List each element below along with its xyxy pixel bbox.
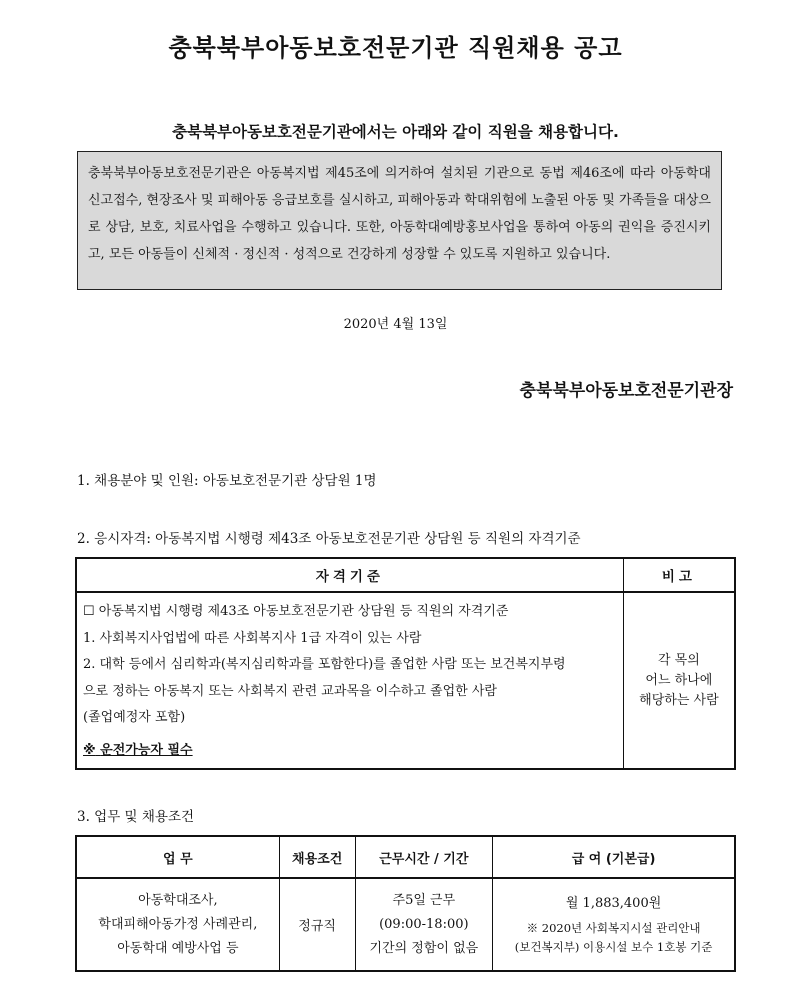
qualification-line: 으로 정하는 아동복지 또는 사회복지 관련 교과목을 이수하고 졸업한 사람 (83, 683, 497, 699)
driving-notice (83, 738, 617, 765)
remark-line: 각 목의 (657, 652, 700, 668)
qualification-line: 1. 사회복지사업법에 따른 사회복지사 1급 자격이 있는 사람 (83, 630, 422, 646)
hours-header: 근무시간 / 기간 (355, 836, 493, 878)
salary-note: (보건복지부) 이용시설 보수 1호봉 기준 (514, 940, 713, 954)
duties-cell (76, 878, 279, 971)
section-qualification: 2. 응시자격: 아동복지법 시행령 제43조 아동보호전문기관 상담원 등 직원의 자격기준 (77, 531, 581, 547)
job-conditions-table (75, 835, 736, 972)
qualification-line: (졸업예정자 포함) (83, 710, 186, 725)
duty-line: 아동학대조사, (138, 892, 218, 908)
salary-header: 급 여 (기본급) (493, 836, 735, 878)
remark-cell (623, 592, 735, 769)
salary-cell (493, 878, 735, 971)
employment-header: 채용조건 (279, 836, 355, 878)
salary-note: ※ 2020년 사회복지시설 관리안내 (526, 921, 701, 935)
notice-mark: ※ (83, 742, 96, 758)
qualification-line: 2. 대학 등에서 심리학과(복지심리학과를 포함한다)를 졸업한 사람 또는 보건복지부령 (83, 657, 566, 672)
hours-line: (09:00-18:00) (379, 916, 469, 932)
section-duties: 3. 업무 및 채용조건 (77, 809, 195, 825)
qualification-table (75, 557, 736, 770)
notice-date: 2020년 4월 13일 (343, 317, 448, 332)
duty-line: 아동학대 예방사업 등 (117, 940, 239, 956)
qualification-cell (76, 592, 623, 769)
remark-line: 어느 하나에 (645, 672, 713, 688)
section-recruitment-field: 1. 채용분야 및 인원: 아동보호전문기관 상담원 1명 (77, 473, 377, 489)
remark-line: 해당하는 사람 (639, 692, 719, 708)
page-title: 충북북부아동보호전문기관 직원채용 공고 (168, 34, 623, 62)
hours-line: 주5일 근무 (392, 892, 456, 908)
qualification-header: 자격기준 (76, 558, 623, 592)
hours-line: 기간의 정함이 없음 (369, 940, 479, 956)
subtitle: 충북북부아동보호전문기관에서는 아래와 같이 직원을 채용합니다. (172, 123, 619, 141)
qualification-line: ☐ 아동복지법 시행령 제43조 아동보호전문기관 상담원 등 직원의 자격기준 (83, 604, 509, 619)
remark-header: 비고 (623, 558, 735, 592)
signer: 충북북부아동보호전문기관장 (519, 381, 733, 401)
salary-amount: 월 1,883,400원 (565, 896, 662, 911)
duty-line: 학대피해아동가정 사례관리, (98, 916, 258, 932)
duties-header: 업 무 (76, 836, 279, 878)
employment-cell: 정규직 (279, 878, 355, 971)
hours-cell (355, 878, 493, 971)
intro-box: 충북북부아동보호전문기관은 아동복지법 제45조에 의거하여 설치된 기관으로 동법 제46조에 따라 아동학대 신고접수, 현장조사 및 피해아동 응급보호를 실시하고, 피해아동과 학대위험에 노출된 아동 및 가족들을 대상으로 상담, 보호, 치료사업을 수행하고 있습니다. 또한, 아동학대예방홍보사업을 통하여 아동의 권익을 증진시키고, 모든 아동들이 신체적 · 정신적 · 성적으로 건강하게 성장할 수 있도록 지원하고 있습니다. (77, 151, 722, 290)
notice-text: 운전가능자 필수 (100, 742, 193, 758)
